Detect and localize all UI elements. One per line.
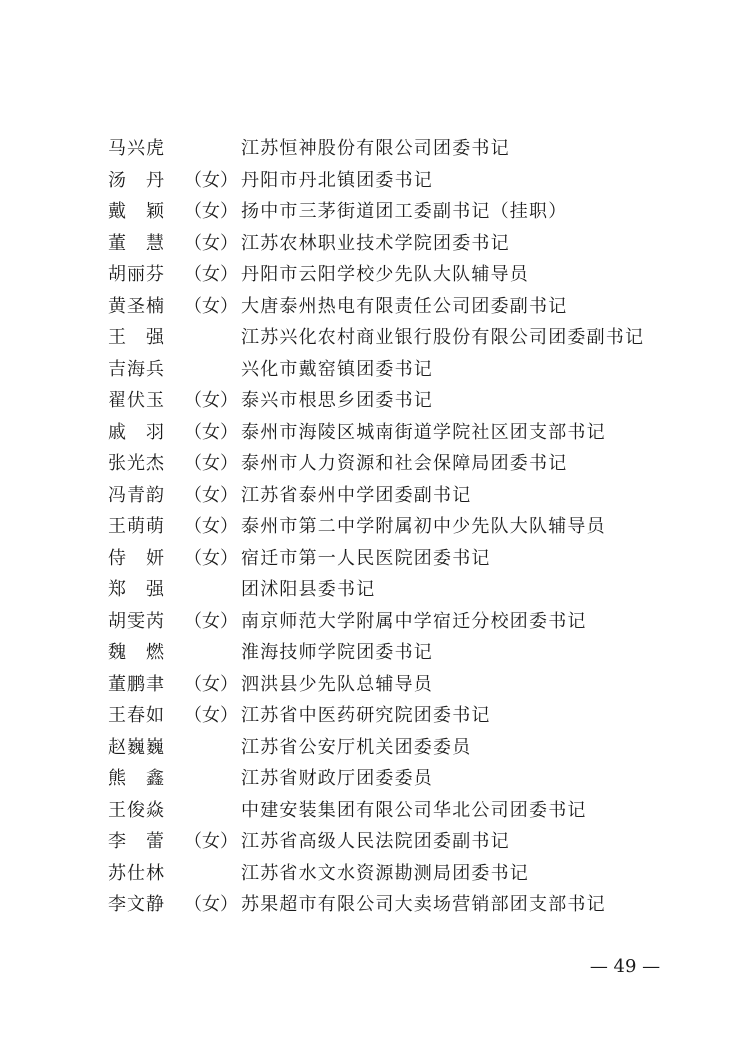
- gender-note: （女）: [184, 169, 238, 191]
- person-name: 王 强: [108, 327, 165, 348]
- person-name: 赵巍巍: [108, 736, 165, 758]
- list-item: [108, 133, 708, 165]
- organization-title: 扬中市三茅街道团工委副书记（挂职）: [241, 201, 568, 222]
- organization-title: 泰兴市根思乡团委书记: [241, 390, 433, 411]
- organization-title: 丹阳市丹北镇团委书记: [241, 169, 433, 191]
- list-item: [108, 448, 708, 480]
- person-name: 王俊焱: [108, 799, 165, 821]
- organization-title: 江苏农林职业技术学院团委书记: [241, 232, 510, 254]
- gender-note: （女）: [184, 516, 238, 537]
- list-item: [108, 417, 708, 449]
- person-name: 王萌萌: [108, 516, 165, 537]
- list-item: [108, 543, 708, 575]
- list-item: [108, 291, 708, 323]
- person-name: 翟伏玉: [108, 390, 165, 411]
- person-name: 熊 鑫: [108, 768, 165, 789]
- list-item: [108, 259, 708, 291]
- list-item: [108, 385, 708, 417]
- organization-title: 南京师范大学附属中学宿迁分校团委书记: [241, 610, 587, 632]
- organization-title: 宿迁市第一人民医院团委书记: [241, 547, 491, 569]
- gender-note: （女）: [184, 453, 238, 474]
- organization-title: 泰州市人力资源和社会保障局团委书记: [241, 453, 568, 474]
- person-name: 胡雯芮: [108, 610, 165, 632]
- organization-title: 江苏省泰州中学团委副书记: [241, 484, 472, 506]
- gender-note: （女）: [184, 264, 238, 285]
- gender-note: （女）: [184, 295, 238, 317]
- organization-title: 丹阳市云阳学校少先队大队辅导员: [241, 264, 529, 285]
- person-name: 董 慧: [108, 232, 165, 254]
- gender-note: （女）: [184, 232, 238, 254]
- list-item: [108, 732, 708, 764]
- gender-note: （女）: [184, 421, 238, 443]
- person-name: 马兴虎: [108, 138, 165, 159]
- organization-title: 兴化市戴窑镇团委书记: [241, 358, 433, 380]
- person-name: 李文静: [108, 894, 165, 915]
- person-name: 董鹏聿: [108, 673, 165, 695]
- organization-title: 泰州市海陵区城南街道学院社区团支部书记: [241, 421, 606, 443]
- person-name: 张光杰: [108, 453, 165, 474]
- organization-title: 大唐泰州热电有限责任公司团委副书记: [241, 295, 568, 317]
- page-number: — 49 —: [589, 956, 661, 977]
- name-list: [108, 133, 708, 921]
- list-item: [108, 826, 708, 858]
- list-item: [108, 574, 708, 606]
- list-item: [108, 480, 708, 512]
- person-name: 魏 燃: [108, 642, 165, 663]
- list-item: [108, 322, 708, 354]
- gender-note: （女）: [184, 547, 238, 569]
- organization-title: 淮海技师学院团委书记: [241, 642, 433, 663]
- list-item: [108, 669, 708, 701]
- list-item: [108, 763, 708, 795]
- organization-title: 江苏省财政厅团委委员: [241, 768, 433, 789]
- person-name: 吉海兵: [108, 358, 165, 380]
- list-item: [108, 165, 708, 197]
- organization-title: 苏果超市有限公司大卖场营销部团支部书记: [241, 894, 606, 915]
- organization-title: 泗洪县少先队总辅导员: [241, 673, 433, 695]
- list-item: [108, 700, 708, 732]
- organization-title: 江苏兴化农村商业银行股份有限公司团委副书记: [241, 327, 645, 348]
- person-name: 汤 丹: [108, 169, 165, 191]
- gender-note: （女）: [184, 831, 238, 852]
- person-name: 王春如: [108, 705, 165, 726]
- person-name: 戚 羽: [108, 421, 165, 443]
- organization-title: 团沭阳县委书记: [241, 579, 376, 600]
- list-item: [108, 228, 708, 260]
- list-item: [108, 511, 708, 543]
- gender-note: （女）: [184, 673, 238, 695]
- gender-note: （女）: [184, 390, 238, 411]
- person-name: 李 蕾: [108, 831, 165, 852]
- list-item: [108, 606, 708, 638]
- gender-note: （女）: [184, 201, 238, 222]
- person-name: 黄圣楠: [108, 295, 165, 317]
- person-name: 戴 颖: [108, 201, 165, 222]
- organization-title: 江苏省水文水资源勘测局团委书记: [241, 862, 529, 884]
- organization-title: 泰州市第二中学附属初中少先队大队辅导员: [241, 516, 606, 537]
- organization-title: 江苏省高级人民法院团委副书记: [241, 831, 510, 852]
- organization-title: 江苏省公安厅机关团委委员: [241, 736, 472, 758]
- person-name: 苏仕林: [108, 862, 165, 884]
- person-name: 冯青韵: [108, 484, 165, 506]
- person-name: 侍 妍: [108, 547, 165, 569]
- organization-title: 江苏恒神股份有限公司团委书记: [241, 138, 510, 159]
- person-name: 胡丽芬: [108, 264, 165, 285]
- list-item: [108, 637, 708, 669]
- gender-note: （女）: [184, 484, 238, 506]
- gender-note: （女）: [184, 610, 238, 632]
- list-item: [108, 354, 708, 386]
- person-name: 郑 强: [108, 579, 165, 600]
- list-item: [108, 889, 708, 921]
- list-item: [108, 858, 708, 890]
- organization-title: 中建安装集团有限公司华北公司团委书记: [241, 799, 587, 821]
- gender-note: （女）: [184, 705, 238, 726]
- list-item: [108, 795, 708, 827]
- organization-title: 江苏省中医药研究院团委书记: [241, 705, 491, 726]
- gender-note: （女）: [184, 894, 238, 915]
- list-item: [108, 196, 708, 228]
